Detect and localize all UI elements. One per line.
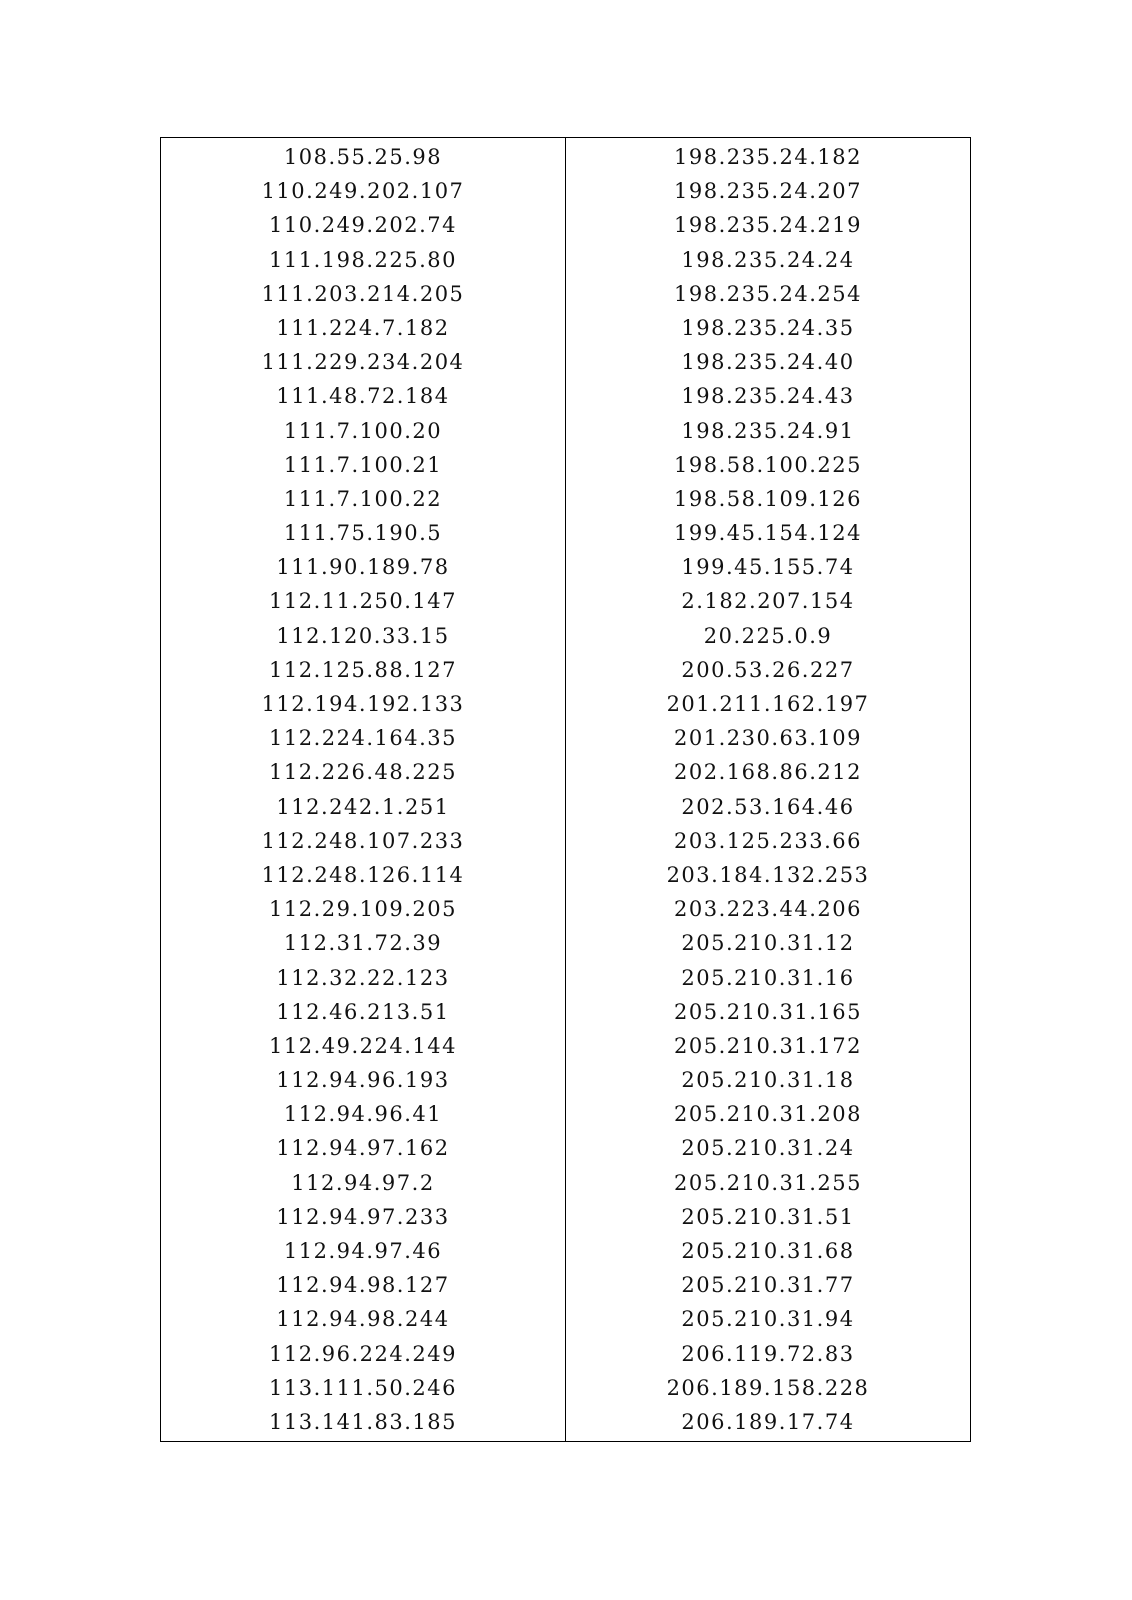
ip-address-entry: 201.211.162.197 — [666, 692, 870, 716]
ip-address-entry: 205.210.31.68 — [681, 1239, 855, 1263]
ip-address-entry: 203.184.132.253 — [666, 862, 870, 887]
ip-address-entry: 111.7.100.21 — [283, 452, 443, 477]
ip-address-entry: 111.203.214.205 — [261, 281, 465, 306]
ip-address-entry: 198.235.24.254 — [674, 281, 862, 306]
ip-address-entry: 112.94.98.127 — [276, 1273, 450, 1298]
ip-address-entry: 205.210.31.24 — [681, 1136, 855, 1161]
ip-address-entry: 206.119.72.83 — [681, 1341, 855, 1366]
ip-address-entry: 198.58.109.126 — [674, 486, 862, 511]
ip-address-entry: 112.31.72.39 — [283, 931, 443, 956]
ip-address-entry: 112.248.126.114 — [261, 862, 465, 887]
ip-address-entry: 112.29.109.205 — [269, 897, 457, 922]
ip-address-entry: 198.235.24.207 — [674, 179, 862, 204]
ip-address-entry: 206.189.158.228 — [666, 1375, 870, 1400]
ip-address-entry: 111.7.100.20 — [283, 418, 443, 443]
ip-address-entry: 200.53.26.227 — [681, 657, 855, 682]
ip-address-entry: 201.230.63.109 — [674, 726, 862, 751]
ip-address-entry: 112.194.192.133 — [261, 692, 465, 716]
ip-address-entry: 112.94.97.46 — [283, 1239, 443, 1263]
ip-address-entry: 2.182.207.154 — [681, 589, 855, 614]
ip-address-entry: 205.210.31.12 — [681, 931, 855, 956]
ip-address-table — [160, 137, 971, 1442]
ip-address-entry: 113.111.50.246 — [269, 1375, 457, 1400]
ip-address-entry: 112.46.213.51 — [276, 999, 450, 1024]
ip-address-entry: 206.189.17.74 — [681, 1409, 855, 1434]
ip-address-entry: 198.235.24.35 — [681, 315, 855, 340]
ip-address-entry: 198.235.24.182 — [674, 145, 862, 169]
ip-address-entry: 205.210.31.16 — [681, 965, 855, 990]
ip-address-entry: 111.90.189.78 — [276, 555, 450, 580]
ip-address-entry: 112.226.48.225 — [269, 760, 457, 785]
ip-address-entry: 111.75.190.5 — [283, 521, 443, 546]
ip-address-entry: 202.53.164.46 — [681, 794, 855, 819]
ip-address-entry: 110.249.202.107 — [261, 179, 465, 204]
ip-address-entry: 112.94.96.193 — [276, 1068, 450, 1093]
ip-address-entry: 112.49.224.144 — [269, 1033, 457, 1058]
ip-address-entry: 205.210.31.94 — [681, 1307, 855, 1332]
ip-address-entry: 112.248.107.233 — [261, 828, 465, 853]
ip-address-entry: 111.48.72.184 — [276, 384, 450, 409]
ip-address-entry: 198.58.100.225 — [674, 452, 862, 477]
ip-address-entry: 112.94.97.2 — [291, 1170, 435, 1195]
ip-address-entry: 198.235.24.219 — [674, 213, 862, 238]
ip-address-entry: 205.210.31.165 — [674, 999, 862, 1024]
ip-address-entry: 108.55.25.98 — [283, 145, 443, 169]
ip-address-entry: 20.225.0.9 — [703, 623, 833, 648]
ip-address-entry: 205.210.31.208 — [674, 1102, 862, 1127]
ip-address-entry: 112.94.96.41 — [283, 1102, 443, 1127]
ip-address-entry: 198.235.24.24 — [681, 247, 855, 272]
ip-address-entry: 113.141.83.185 — [269, 1409, 457, 1434]
ip-address-entry: 112.11.250.147 — [269, 589, 457, 614]
ip-address-entry: 112.94.97.233 — [276, 1204, 450, 1229]
ip-address-entry: 203.125.233.66 — [674, 828, 862, 853]
ip-address-entry: 112.224.164.35 — [269, 726, 457, 751]
table-row — [161, 138, 971, 1442]
ip-address-entry: 198.235.24.40 — [681, 350, 855, 375]
ip-address-entry: 112.96.224.249 — [269, 1341, 457, 1366]
left-column-cell — [161, 138, 566, 1442]
ip-address-entry: 112.94.97.162 — [276, 1136, 450, 1161]
right-ip-list — [566, 138, 970, 1441]
ip-address-entry: 198.235.24.43 — [681, 384, 855, 409]
ip-address-entry: 112.125.88.127 — [269, 657, 457, 682]
ip-address-entry: 202.168.86.212 — [674, 760, 862, 785]
ip-address-entry: 112.32.22.123 — [276, 965, 450, 990]
ip-address-entry: 203.223.44.206 — [674, 897, 862, 922]
ip-address-entry: 112.120.33.15 — [276, 623, 450, 648]
ip-address-entry: 205.210.31.172 — [674, 1033, 862, 1058]
ip-address-entry: 205.210.31.51 — [681, 1204, 855, 1229]
left-ip-list — [161, 138, 565, 1441]
ip-address-entry: 112.94.98.244 — [276, 1307, 450, 1332]
ip-address-entry: 111.229.234.204 — [261, 350, 465, 375]
ip-address-entry: 110.249.202.74 — [269, 213, 457, 238]
ip-address-entry: 111.7.100.22 — [283, 486, 443, 511]
ip-address-entry: 198.235.24.91 — [681, 418, 855, 443]
ip-address-entry: 205.210.31.77 — [681, 1273, 855, 1298]
ip-address-entry: 199.45.155.74 — [681, 555, 855, 580]
ip-address-entry: 205.210.31.18 — [681, 1068, 855, 1093]
ip-address-entry: 205.210.31.255 — [674, 1170, 862, 1195]
ip-address-entry: 111.224.7.182 — [276, 315, 450, 340]
ip-address-entry: 112.242.1.251 — [276, 794, 450, 819]
right-column-cell — [566, 138, 971, 1442]
ip-address-entry: 199.45.154.124 — [674, 521, 862, 546]
ip-address-entry: 111.198.225.80 — [269, 247, 457, 272]
